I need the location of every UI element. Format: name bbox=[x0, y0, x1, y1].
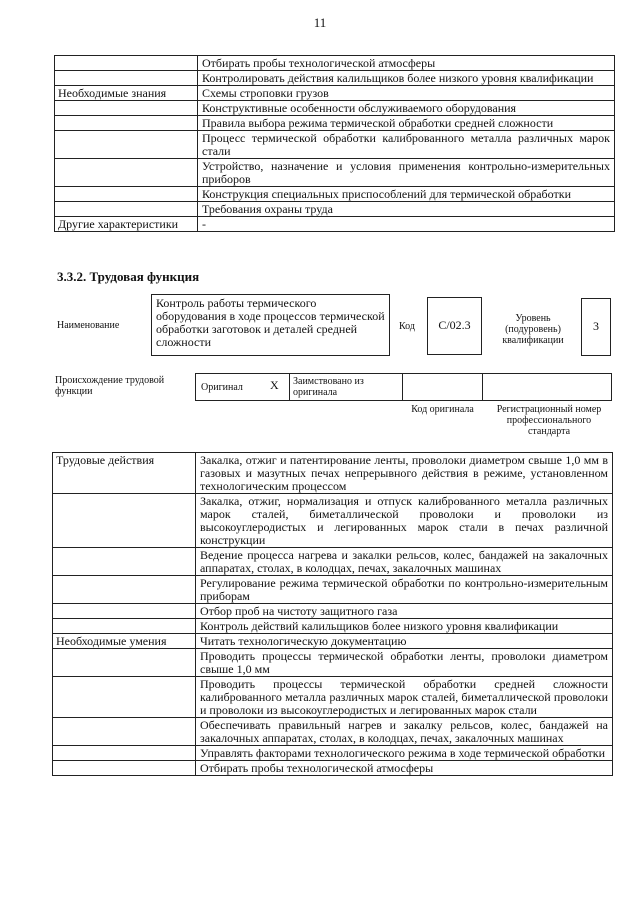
table-row bbox=[53, 619, 613, 634]
row-label bbox=[55, 71, 198, 86]
table-row bbox=[55, 71, 615, 86]
row-label bbox=[55, 159, 198, 187]
code-label: Код bbox=[399, 321, 415, 332]
row-label bbox=[53, 619, 196, 634]
row-label bbox=[55, 202, 198, 217]
row-text: Закалка, отжиг, нормализация и отпуск калиброванного металла различных марок сталей, биметаллической проволоки и проволоки из высокоуглеродистых и легированных марок стали в печах различной конструкции bbox=[196, 494, 613, 548]
table-row bbox=[55, 202, 615, 217]
table-row bbox=[55, 187, 615, 202]
row-label bbox=[55, 131, 198, 159]
table-row bbox=[53, 746, 613, 761]
knowledge-table bbox=[54, 55, 615, 232]
row-label: Необходимые умения bbox=[53, 634, 196, 649]
row-label bbox=[55, 101, 198, 116]
table-row bbox=[53, 453, 613, 494]
actions-skills-table bbox=[52, 452, 613, 776]
origin-divider bbox=[289, 373, 290, 401]
row-text: Отбирать пробы технологической атмосферы bbox=[196, 761, 613, 776]
original-mark: X bbox=[270, 378, 279, 392]
row-label bbox=[53, 494, 196, 548]
row-text: Проводить процессы термической обработки средней сложности калиброванного металла различных марок сталей, биметаллической проволоки и проволоки из высокоуглеродистых и легированных марок стали bbox=[196, 677, 613, 718]
row-text: Проводить процессы термической обработки ленты, проволоки диаметром свыше 1,0 мм bbox=[196, 649, 613, 677]
row-label bbox=[53, 746, 196, 761]
table-row bbox=[55, 101, 615, 116]
row-text: Требования охраны труда bbox=[198, 202, 615, 217]
row-text: Контроль действий калильщиков более низкого уровня квалификации bbox=[196, 619, 613, 634]
origin-code-label: Код оригинала bbox=[411, 404, 474, 415]
borrowed-label: Заимствовано из оригинала bbox=[293, 376, 364, 398]
page-number: 11 bbox=[313, 15, 327, 30]
row-label bbox=[55, 116, 198, 131]
name-label: Наименование bbox=[57, 320, 120, 331]
row-label bbox=[53, 576, 196, 604]
row-label bbox=[55, 56, 198, 71]
origin-label: Происхождение трудовой функции bbox=[55, 375, 165, 397]
origin-divider bbox=[482, 373, 483, 401]
table-row bbox=[53, 494, 613, 548]
origin-divider bbox=[402, 373, 403, 401]
table-row bbox=[55, 159, 615, 187]
table-row bbox=[55, 116, 615, 131]
section-title: 3.3.2. Трудовая функция bbox=[57, 269, 200, 284]
row-text: Ведение процесса нагрева и закалки рельсов, колес, бандажей на закалочных аппаратах, столах, в колодцах, печах, закалочных машинах bbox=[196, 548, 613, 576]
row-label bbox=[53, 649, 196, 677]
origin-box bbox=[195, 373, 612, 401]
level-value-box: 3 bbox=[581, 298, 611, 356]
row-label bbox=[53, 677, 196, 718]
row-text: - bbox=[198, 217, 615, 232]
row-label: Другие характеристики bbox=[55, 217, 198, 232]
row-label bbox=[53, 718, 196, 746]
table-row bbox=[53, 761, 613, 776]
table-row bbox=[53, 576, 613, 604]
row-text: Контролировать действия калильщиков более низкого уровня квалификации bbox=[198, 71, 615, 86]
function-name-box: Контроль работы термического оборудования в ходе процессов термической обработки заготовок и деталей средней сложности bbox=[151, 294, 390, 356]
original-label: Оригинал bbox=[201, 382, 243, 393]
table-row bbox=[55, 86, 615, 101]
row-label bbox=[53, 761, 196, 776]
reg-number-label: Регистрационный номер профессионального стандарта bbox=[496, 404, 602, 437]
row-text: Схемы строповки грузов bbox=[198, 86, 615, 101]
row-label: Необходимые знания bbox=[55, 86, 198, 101]
row-text: Отбирать пробы технологической атмосферы bbox=[198, 56, 615, 71]
level-label: Уровень (подуровень) квалификации bbox=[502, 313, 564, 346]
table-row bbox=[53, 718, 613, 746]
row-label bbox=[53, 548, 196, 576]
table-row bbox=[55, 131, 615, 159]
table-row bbox=[55, 56, 615, 71]
row-text: Конструкция специальных приспособлений для термической обработки bbox=[198, 187, 615, 202]
row-text: Процесс термической обработки калиброванного металла различных марок стали bbox=[198, 131, 615, 159]
function-code-box: C/02.3 bbox=[427, 297, 482, 355]
row-text: Закалка, отжиг и патентирование ленты, проволоки диаметром свыше 1,0 мм в газовых и мазутных печах непрерывного действия в режиме, установленном технологическим процессом bbox=[196, 453, 613, 494]
table-row bbox=[53, 548, 613, 576]
table-row bbox=[53, 677, 613, 718]
row-text: Устройство, назначение и условия применения контрольно-измерительных приборов bbox=[198, 159, 615, 187]
row-label: Трудовые действия bbox=[53, 453, 196, 494]
table-row bbox=[53, 604, 613, 619]
row-text: Обеспечивать правильный нагрев и закалку рельсов, колес, бандажей на закалочных аппаратах, столах, в колодцах, печах, закалочных машинах bbox=[196, 718, 613, 746]
row-label bbox=[53, 604, 196, 619]
table-row bbox=[53, 634, 613, 649]
row-text: Правила выбора режима термической обработки средней сложности bbox=[198, 116, 615, 131]
row-text: Конструктивные особенности обслуживаемого оборудования bbox=[198, 101, 615, 116]
row-text: Управлять факторами технологического режима в ходе термической обработки bbox=[196, 746, 613, 761]
table-row bbox=[55, 217, 615, 232]
row-text: Отбор проб на чистоту защитного газа bbox=[196, 604, 613, 619]
table-row bbox=[53, 649, 613, 677]
row-text: Регулирование режима термической обработки по контрольно-измерительным приборам bbox=[196, 576, 613, 604]
row-text: Читать технологическую документацию bbox=[196, 634, 613, 649]
row-label bbox=[55, 187, 198, 202]
